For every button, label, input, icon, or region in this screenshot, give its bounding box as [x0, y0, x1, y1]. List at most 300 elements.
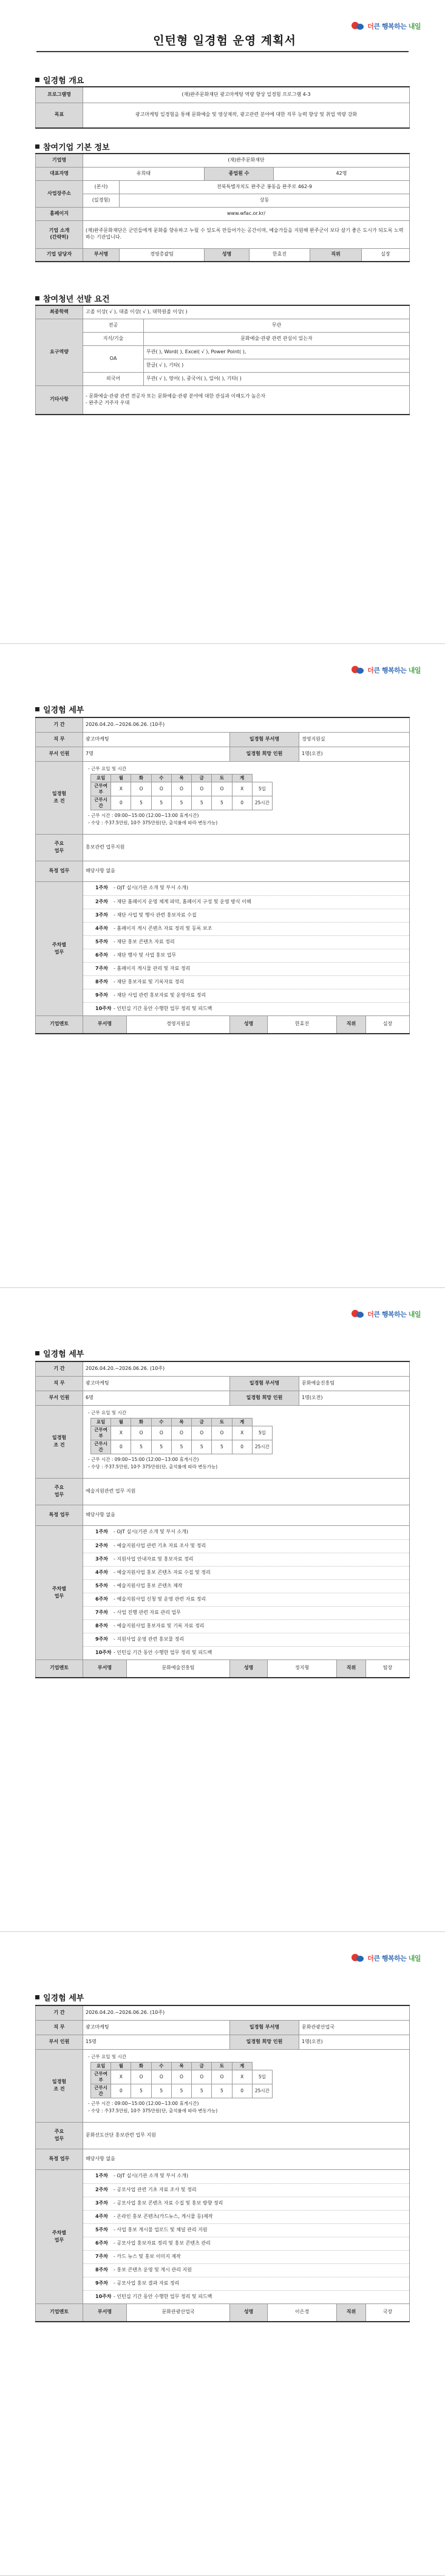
week-description: - 사업 진행 관련 자료 관리 업무: [114, 1609, 181, 1615]
period-label: 기 간: [36, 1361, 83, 1376]
hire-count-value: 1명(오전): [299, 1391, 410, 1405]
week-number: 6주차: [95, 952, 109, 958]
employee-count-label: 종업원 수: [205, 167, 274, 180]
dept-count-label: 부서 인원: [36, 1391, 83, 1405]
schedule-work-label: 근무여부: [91, 1426, 111, 1440]
schedule-hours-cell: 5: [192, 2084, 212, 2098]
main-task-value: 문화선도산단 홍보관련 업무 지원: [83, 2122, 410, 2149]
mentor-pos-label: 직위: [337, 1015, 366, 1034]
schedule-work-cell: O: [192, 1426, 212, 1440]
week-number: 8주차: [95, 978, 109, 985]
week-row: [83, 1553, 409, 1566]
square-bullet-icon: [35, 144, 39, 149]
week-row: [83, 895, 409, 909]
mentor-dept-value: 경영지원실: [127, 1015, 230, 1034]
week-number: 4주차: [95, 925, 109, 931]
week-description: - 예술지원사업 관련 기초 자료 조사 및 정리: [114, 1542, 206, 1548]
week-description: - 카드 뉴스 및 홍보 이미지 제작: [114, 2253, 181, 2259]
overview-table: [35, 86, 410, 129]
document-title: 인턴형 일경험 운영 계획서: [153, 34, 296, 47]
week-description: - 예술지원사업 홍보자료 및 기록 자료 정리: [114, 1622, 205, 1629]
week-description: - 공모사업 관련 기초 자료 조사 및 정리: [114, 2186, 197, 2192]
week-number: 10주차: [95, 2293, 112, 2299]
company-table: [35, 153, 410, 262]
week-row: [83, 1606, 409, 1619]
schedule-hours-cell: 0: [111, 2084, 131, 2098]
schedule-header-cell: 금: [192, 774, 212, 782]
week-number: 3주차: [95, 1556, 109, 1562]
main-task-value: 예술지원관련 업무 지원: [83, 1478, 410, 1505]
manager-label: 기업 담당자: [36, 248, 83, 262]
schedule-work-cell: 5일: [252, 2070, 272, 2084]
mentor-name-value: 한효진: [268, 1015, 337, 1034]
week-row: [83, 2197, 409, 2210]
week-row: [83, 2210, 409, 2223]
schedule-work-cell: O: [171, 1426, 191, 1440]
mentor-pos-value: 국장: [366, 2303, 410, 2322]
detail-page-2: [0, 1288, 445, 1932]
week-number: 4주차: [95, 1569, 109, 1575]
allowance-note: - 수당 : 주37.5만원, 10주 375만원(단, 출석률에 따라 변동가능): [88, 2107, 218, 2113]
dept-count-value: 6명: [83, 1391, 230, 1405]
ceo-label: 대표자명: [36, 167, 83, 180]
mentor-name-value: 정지형: [268, 1659, 337, 1678]
skill-value: 문화예술·관광 관련 관심이 있는자: [144, 332, 410, 345]
website-link[interactable]: www.wfac.or.kr/: [83, 207, 410, 220]
week-row: [83, 935, 409, 949]
condition-label: 일경험 조 건: [36, 2049, 83, 2122]
hq-address: 전북특별자치도 완주군 봉동읍 완주로 462-9: [120, 180, 410, 194]
hire-count-value: 1명(오전): [299, 2035, 410, 2049]
week-row: [83, 2170, 409, 2183]
week-number: 10주차: [95, 1005, 112, 1011]
hire-count-label: 일경험 희망 인원: [230, 1391, 299, 1405]
week-description: - 재단 사업 관련 홍보자료 및 운영자료 정리: [114, 992, 206, 998]
week-number: 2주차: [95, 1542, 109, 1548]
schedule-work-cell: O: [151, 2070, 171, 2084]
schedule-header-cell: 목: [171, 774, 191, 782]
schedule-header-cell: 토: [212, 774, 232, 782]
intro-label: 기업 소개 (간략히): [36, 220, 83, 248]
schedule-hours-cell: 0: [232, 2084, 252, 2098]
week-number: 4주차: [95, 2213, 109, 2219]
main-task-label: 주요 업무: [36, 1478, 83, 1505]
schedule-work-cell: O: [212, 2070, 232, 2084]
week-row: [83, 1526, 409, 1539]
detail-page-1: [0, 644, 445, 1288]
mentor-pos-label: 직위: [337, 2303, 366, 2322]
schedule-work-cell: 5일: [252, 782, 272, 796]
schedule-header-cell: 금: [192, 2062, 212, 2070]
schedule-hours-cell: 5: [192, 796, 212, 810]
dept-label: 일경험 부서명: [230, 2020, 299, 2035]
week-row: [83, 2290, 409, 2303]
period-value: 2026.04.20.~2026.06.26. (10주): [83, 717, 410, 732]
period-label: 기 간: [36, 2005, 83, 2020]
square-bullet-icon: [35, 78, 39, 82]
program-value: (재)완주문화재단 광고마케팅 역량 향상 일경험 프로그램 4-3: [83, 87, 410, 103]
week-number: 1주차: [95, 885, 109, 891]
week-description: - 공모사업 홍보 콘텐츠 자료 수집 및 홍보 방향 정리: [114, 2200, 223, 2206]
week-row: [83, 1646, 409, 1659]
week-row: [83, 882, 409, 895]
week-row: [83, 1633, 409, 1646]
allowance-note: - 수당 : 주37.5만원, 10주 375만원(단, 출석률에 따라 변동가능): [88, 1463, 218, 1469]
website-label: 홈페이지: [36, 207, 83, 220]
program-label: 프로그램명: [36, 87, 83, 103]
week-row: [83, 2237, 409, 2250]
schedule-hours-cell: 5: [171, 2084, 191, 2098]
mentor-pos-value: 팀장: [366, 1659, 410, 1678]
week-row: [83, 962, 409, 975]
weekly-task-label: 주차별 업무: [36, 1525, 83, 1659]
mentor-name-label: 성명: [230, 1659, 268, 1678]
week-number: 7주차: [95, 1609, 109, 1615]
week-description: - 지원사업 운영 관련 홍보물 정리: [114, 1636, 185, 1642]
schedule-hours-cell: 5: [212, 1440, 232, 1454]
week-row: [83, 975, 409, 989]
foundation-logo: 더큰 행복하는 내일: [352, 1307, 421, 1321]
square-bullet-icon: [35, 707, 39, 711]
week-number: 3주차: [95, 912, 109, 918]
schedule-hours-cell: 25시간: [252, 2084, 272, 2098]
schedule-hours-cell: 25시간: [252, 796, 272, 810]
square-bullet-icon: [35, 1995, 39, 1999]
education-value: 고졸 이상( √ ), 대졸 이상( √ ), 대학원졸 이상( ): [83, 305, 410, 319]
job-value: 광고마케팅: [83, 732, 230, 747]
schedule-header-cell: 토: [212, 1418, 232, 1426]
week-description: - 사업 홍보 게시물 업로드 및 채널 관리 지원: [114, 2226, 208, 2232]
schedule-header-cell: 목: [171, 1418, 191, 1426]
manager-name-label: 성명: [205, 248, 250, 262]
week-number: 6주차: [95, 1596, 109, 1602]
logo-mark-icon: [352, 1309, 365, 1320]
mentor-name-value: 이은경: [268, 2303, 337, 2322]
page-1: [0, 0, 445, 644]
schedule-work-label: 근무여부: [91, 2070, 111, 2084]
schedule-work-cell: O: [192, 2070, 212, 2084]
week-row: [83, 1619, 409, 1633]
competency-label: 요구역량: [36, 319, 83, 385]
schedule-header-cell: 월: [111, 2062, 131, 2070]
other-value: - 문화예술·관광 관련 전공자 또는 문화예술·관광 분야에 대한 관심과 이해도가 높은자 - 완주군 거주자 우대: [83, 385, 410, 415]
week-description: - 예술지원사업 홍보 콘텐츠 자료 수집 및 정리: [114, 1569, 211, 1575]
week-number: 6주차: [95, 2240, 109, 2246]
weekly-task-list: [83, 2169, 410, 2303]
employee-count-value: 42명: [274, 167, 410, 180]
major-value: 무관: [144, 319, 410, 332]
other-label: 기타사항: [36, 385, 83, 415]
schedule-header-cell: 계: [232, 774, 252, 782]
schedule-work-cell: O: [171, 2070, 191, 2084]
week-row: [83, 2277, 409, 2290]
schedule-header-cell: 월: [111, 774, 131, 782]
weekly-task-list: [83, 881, 410, 1015]
mentor-dept-label: 부서명: [83, 1015, 127, 1034]
foundation-logo: 더큰 행복하는 내일: [352, 19, 421, 33]
condition-label: 일경험 조 건: [36, 761, 83, 834]
square-bullet-icon: [35, 296, 39, 300]
week-number: 5주차: [95, 1582, 109, 1588]
schedule-work-cell: O: [131, 2070, 151, 2084]
allowance-note: - 수당 : 주37.5만원, 10주 375만원(단, 출석률에 따라 변동가능): [88, 819, 218, 825]
schedule-header-cell: 수: [151, 774, 171, 782]
week-description: - OJT 실시(기관 소개 및 부서 소개): [114, 885, 188, 891]
condition-value: - 근무 요일 및 시간 요일 월 화 수 목 금 토 계 근무여부 X O O O O O X 5일 근무시간 0 5 5 5 5 5 0 25시간 - 근무 시간 : 09:00~15:00 (12:00~13:00 휴게시간) - 수당 : 주37.5만원, 10주 375만원(단, 출석률에 따라 변동가능): [83, 761, 410, 834]
schedule-hours-cell: 5: [151, 796, 171, 810]
week-number: 2주차: [95, 2186, 109, 2192]
week-number: 9주차: [95, 2280, 109, 2286]
schedule-hours-cell: 5: [151, 2084, 171, 2098]
foundation-logo: 더큰 행복하는 내일: [352, 1951, 421, 1965]
special-task-label: 특정 업무: [36, 1505, 83, 1525]
section-heading-detail: 일경험 세부: [35, 703, 84, 715]
week-description: - 인턴십 기간 동안 수행한 업무 정리 및 피드백: [114, 1005, 212, 1011]
logo-mark-icon: [352, 665, 365, 676]
period-label: 기 간: [36, 717, 83, 732]
job-value: 광고마케팅: [83, 1376, 230, 1391]
schedule-hours-cell: 0: [111, 1440, 131, 1454]
schedule-hours-cell: 5: [192, 1440, 212, 1454]
schedule-hours-cell: 5: [131, 1440, 151, 1454]
detail-page-3: [0, 1932, 445, 2576]
week-description: - 재단 홍보자료 및 기록자료 정리: [114, 978, 185, 985]
week-description: - 재단 행사 및 사업 홍보 업무: [114, 952, 177, 958]
schedule-work-cell: X: [111, 2070, 131, 2084]
schedule-hours-cell: 0: [232, 1440, 252, 1454]
week-row: [83, 2183, 409, 2197]
manager-dept-value: 경영총괄팀: [120, 248, 205, 262]
main-task-label: 주요 업무: [36, 834, 83, 861]
week-number: 9주차: [95, 992, 109, 998]
special-task-value: 해당사항 없음: [83, 2149, 410, 2169]
main-task-value: 홍보관련 업무지원: [83, 834, 410, 861]
weekly-task-label: 주차별 업무: [36, 881, 83, 1015]
schedule-header-cell: 금: [192, 1418, 212, 1426]
mentor-dept-value: 문화예술진흥팀: [127, 1659, 230, 1678]
schedule-header-cell: 수: [151, 1418, 171, 1426]
manager-name-value: 한효진: [250, 248, 310, 262]
schedule-hours-cell: 5: [131, 796, 151, 810]
week-row: [83, 949, 409, 962]
schedule-header-cell: 계: [232, 2062, 252, 2070]
week-description: - OJT 실시(기관 소개 및 부서 소개): [114, 1529, 188, 1535]
week-number: 9주차: [95, 1636, 109, 1642]
special-task-value: 해당사항 없음: [83, 1505, 410, 1525]
condition-label: 일경험 조 건: [36, 1405, 83, 1478]
schedule-work-cell: X: [232, 2070, 252, 2084]
hire-count-label: 일경험 희망 인원: [230, 2035, 299, 2049]
week-description: - 재단 사업 및 행사 관련 홍보자료 수집: [114, 912, 197, 918]
schedule-hours-cell: 5: [212, 2084, 232, 2098]
work-hours-note: - 근무 시간 : 09:00~15:00 (12:00~13:00 휴게시간): [88, 1457, 199, 1463]
mentor-pos-value: 실장: [366, 1015, 410, 1034]
week-row: [83, 1002, 409, 1015]
week-description: - 인턴십 기간 동안 수행한 업무 정리 및 피드백: [114, 1649, 212, 1655]
schedule-header-cell: 요일: [91, 1418, 111, 1426]
schedule-work-cell: X: [232, 1426, 252, 1440]
schedule-hours-cell: 5: [171, 1440, 191, 1454]
detail-table: [35, 2005, 410, 2322]
week-row: [83, 2250, 409, 2263]
section-heading-company: 참여기업 기본 정보: [35, 141, 110, 152]
schedule-table: [90, 1418, 273, 1455]
schedule-header-cell: 요일: [91, 774, 111, 782]
schedule-hours-cell: 5: [212, 796, 232, 810]
section-heading-detail: 일경험 세부: [35, 1991, 84, 2003]
schedule-hours-cell: 25시간: [252, 1440, 272, 1454]
week-description: - 홈페이지 게시물 관리 및 자료 정리: [114, 965, 191, 971]
schedule-hours-cell: 0: [111, 796, 131, 810]
dept-value: 경영지원실: [299, 732, 410, 747]
week-row: [83, 2263, 409, 2277]
week-number: 3주차: [95, 2200, 109, 2206]
week-row: [83, 909, 409, 922]
oa-value-1: 무관( ), Word( ), Excel( √ ), Power Point( ),: [144, 345, 410, 359]
language-value: 무관( √ ), 영어( ), 중국어( ), 일어( ), 기타( ): [144, 372, 410, 385]
week-number: 5주차: [95, 2226, 109, 2232]
schedule-header-cell: 요일: [91, 2062, 111, 2070]
period-value: 2026.04.20.~2026.06.26. (10주): [83, 2005, 410, 2020]
oa-value-2: 한글( √ ), 기타( ): [144, 359, 410, 372]
company-name-label: 기업명: [36, 154, 83, 167]
week-description: - 재단 홈페이지 운영 체계 파악, 홈페이지 구성 및 운영 방식 이해: [114, 898, 251, 904]
week-number: 5주차: [95, 938, 109, 944]
mentor-dept-value: 문화관광산업국: [127, 2303, 230, 2322]
square-bullet-icon: [35, 1351, 39, 1355]
mentor-label: 기업멘토: [36, 1015, 83, 1034]
schedule-header-cell: 목: [171, 2062, 191, 2070]
main-task-label: 주요 업무: [36, 2122, 83, 2149]
skill-label: 지식/기술: [83, 332, 144, 345]
week-description: - 공모사업 홍보 결과 자료 정리: [114, 2280, 180, 2286]
schedule-work-cell: O: [212, 1426, 232, 1440]
schedule-work-cell: O: [192, 782, 212, 796]
condition-value: - 근무 요일 및 시간 요일 월 화 수 목 금 토 계 근무여부 X O O O O O X 5일 근무시간 0 5 5 5 5 5 0 25시간 - 근무 시간 : 09:00~15:00 (12:00~13:00 휴게시간) - 수당 : 주37.5만원, 10주 375만원(단, 출석률에 따라 변동가능): [83, 2049, 410, 2122]
week-row: [83, 1579, 409, 1593]
special-task-label: 특정 업무: [36, 861, 83, 881]
schedule-header-cell: 화: [131, 1418, 151, 1426]
dept-value: 문화관광산업국: [299, 2020, 410, 2035]
major-label: 전공: [83, 319, 144, 332]
schedule-hours-cell: 5: [131, 2084, 151, 2098]
schedule-header-cell: 화: [131, 2062, 151, 2070]
goal-label: 목표: [36, 103, 83, 128]
schedule-work-label: 근무여부: [91, 782, 111, 796]
section-heading-overview: 일경험 개요: [35, 74, 84, 86]
job-label: 직 무: [36, 732, 83, 747]
hq-label: (본사): [83, 180, 120, 194]
dept-value: 문화예술진흥팀: [299, 1376, 410, 1391]
week-row: [83, 1539, 409, 1553]
detail-table: [35, 1361, 410, 1678]
weekly-task-list: [83, 1525, 410, 1659]
title-rule: [36, 51, 409, 52]
schedule-table: [90, 774, 273, 811]
schedule-header-cell: 월: [111, 1418, 131, 1426]
mentor-name-label: 성명: [230, 2303, 268, 2322]
mentor-pos-label: 직위: [337, 1659, 366, 1678]
mentor-name-label: 성명: [230, 1015, 268, 1034]
schedule-work-cell: O: [131, 1426, 151, 1440]
job-label: 직 무: [36, 1376, 83, 1391]
dept-label: 일경험 부서명: [230, 1376, 299, 1391]
week-description: - 지원사업 안내자료 및 홍보자료 정리: [114, 1556, 194, 1562]
week-row: [83, 2223, 409, 2237]
logo-mark-icon: [352, 1953, 365, 1964]
dept-count-label: 부서 인원: [36, 2035, 83, 2049]
week-number: 2주차: [95, 898, 109, 904]
company-name-value: (재)완주문화재단: [83, 154, 410, 167]
week-row: [83, 1566, 409, 1579]
mentor-label: 기업멘토: [36, 2303, 83, 2322]
week-description: - 예술지원사업 홍보 콘텐츠 제작: [114, 1582, 183, 1588]
mentor-dept-label: 부서명: [83, 2303, 127, 2322]
site-address: 상동: [120, 194, 410, 207]
week-number: 7주차: [95, 965, 109, 971]
schedule-hours-cell: 0: [232, 796, 252, 810]
intro-value: (재)완주문화재단은 군민들에게 문화를 향유하고 누릴 수 있도록 만들어가는 공간이며, 예술가들을 지원해 완주군이 보다 살기 좋은 도시가 되도록 노력하는 기관입니다.: [83, 220, 410, 248]
schedule-header-cell: 수: [151, 2062, 171, 2070]
schedule-work-cell: X: [232, 782, 252, 796]
site-label: (일경험): [83, 194, 120, 207]
schedule-work-cell: O: [151, 782, 171, 796]
schedule-hours-label: 근무시간: [91, 2084, 111, 2098]
dept-label: 일경험 부서명: [230, 732, 299, 747]
ceo-value: 유희태: [83, 167, 205, 180]
schedule-work-cell: O: [171, 782, 191, 796]
week-number: 7주차: [95, 2253, 109, 2259]
week-number: 8주차: [95, 2266, 109, 2273]
schedule-work-cell: X: [111, 782, 131, 796]
dept-count-value: 7명: [83, 747, 230, 761]
schedule-work-cell: O: [151, 1426, 171, 1440]
hire-count-label: 일경험 희망 인원: [230, 747, 299, 761]
schedule-work-cell: O: [131, 782, 151, 796]
schedule-work-cell: X: [111, 1426, 131, 1440]
schedule-header-cell: 토: [212, 2062, 232, 2070]
week-row: [83, 1593, 409, 1606]
weekly-task-label: 주차별 업무: [36, 2169, 83, 2303]
period-value: 2026.04.20.~2026.06.26. (10주): [83, 1361, 410, 1376]
hire-count-value: 1명(오전): [299, 747, 410, 761]
logo-mark-icon: [352, 21, 365, 32]
schedule-hours-label: 근무시간: [91, 1440, 111, 1454]
mentor-dept-label: 부서명: [83, 1659, 127, 1678]
work-hours-note: - 근무 시간 : 09:00~15:00 (12:00~13:00 휴게시간): [88, 2101, 199, 2107]
job-label: 직 무: [36, 2020, 83, 2035]
week-description: - 재단 홍보 콘텐츠 자료 정리: [114, 938, 175, 944]
week-number: 1주차: [95, 2173, 109, 2179]
manager-pos-value: 실장: [362, 248, 410, 262]
condition-value: - 근무 요일 및 시간 요일 월 화 수 목 금 토 계 근무여부 X O O O O O X 5일 근무시간 0 5 5 5 5 5 0 25시간 - 근무 시간 : 09:00~15:00 (12:00~13:00 휴게시간) - 수당 : 주37.5만원, 10주 375만원(단, 출석률에 따라 변동가능): [83, 1405, 410, 1478]
work-hours-note: - 근무 시간 : 09:00~15:00 (12:00~13:00 휴게시간): [88, 813, 199, 819]
requirements-table: [35, 305, 410, 415]
week-description: - 공모사업 홍보자료 정리 및 홍보 콘텐츠 관리: [114, 2240, 211, 2246]
detail-table: [35, 717, 410, 1034]
dept-count-label: 부서 인원: [36, 747, 83, 761]
language-label: 외국어: [83, 372, 144, 385]
section-heading-detail: 일경험 세부: [35, 1347, 84, 1359]
education-label: 최종학력: [36, 305, 83, 319]
week-description: - 온라인 홍보 콘텐츠(카드뉴스, 게시물 등)제작: [114, 2213, 213, 2219]
week-description: - 홈페이지 게시 콘텐츠 자료 정리 및 등록 보조: [114, 925, 212, 931]
schedule-work-cell: 5일: [252, 1426, 272, 1440]
manager-dept-label: 부서명: [83, 248, 120, 262]
schedule-hours-cell: 5: [171, 796, 191, 810]
week-description: - 예술지원사업 신청 및 운영 관련 자료 정리: [114, 1596, 206, 1602]
week-number: 8주차: [95, 1622, 109, 1629]
